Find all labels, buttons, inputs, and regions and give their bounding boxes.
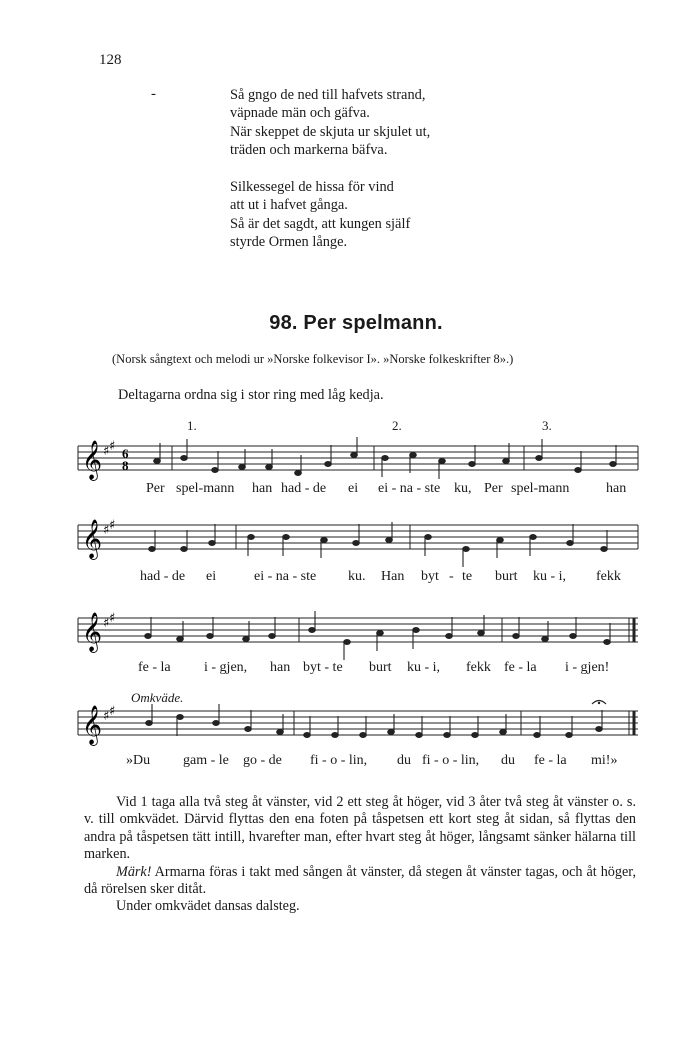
lyric-syllable: ei - na - ste (378, 481, 441, 496)
volta-3: 3. (542, 418, 552, 433)
lyric-syllable: ku - i, (407, 660, 441, 675)
lyric-syllable: han (606, 481, 627, 496)
poem-line: träden och markerna bäfva. (230, 141, 388, 158)
sharp-icon: ♯ (103, 444, 110, 459)
lyric-syllable: Han (381, 569, 405, 584)
lyric-syllable: - (449, 569, 454, 584)
music-system-3 (76, 605, 642, 685)
staff (76, 512, 642, 572)
sharp-icon: ♯ (103, 709, 110, 724)
lyric-syllable: fi - o - lin, (310, 753, 368, 768)
lyric-syllable: han (270, 660, 291, 675)
lyric-syllable: had - de (140, 569, 186, 584)
song-number: 98. (269, 312, 298, 334)
sharp-icon: ♯ (109, 518, 116, 533)
lyric-syllable: spel-mann (511, 481, 570, 496)
treble-clef-icon: 𝄞 (82, 705, 103, 745)
poem-line: styrde Ormen långe. (230, 233, 348, 250)
sharp-icon: ♯ (103, 523, 110, 538)
time-signature: 8 (122, 458, 129, 473)
poem-line: Silkessegel de hissa för vind (230, 179, 394, 195)
lyric-syllable: fekk (466, 660, 491, 675)
lyric-syllable: burt (495, 569, 518, 584)
lyric-syllable: ku, (454, 481, 472, 496)
lyric-syllable: ei - na - ste (254, 569, 317, 584)
poem-line: När skeppet de skjuta ur skjulet ut, (230, 123, 431, 140)
page-number: 128 (99, 52, 122, 68)
dance-instructions (84, 794, 636, 916)
lyric-syllable: Per (484, 481, 503, 496)
lyric-syllable: han (252, 481, 273, 496)
notes (149, 522, 608, 567)
notes (146, 704, 603, 737)
instruction-note (84, 864, 636, 899)
lyric-syllable: du (501, 753, 515, 768)
treble-clef-icon: 𝄞 (82, 440, 103, 480)
lyric-syllable: fe - la (504, 660, 537, 675)
song-intro: Deltagarna ordna sig i stor ring med låg kedja. (118, 387, 384, 403)
music-system-2 (76, 512, 642, 592)
poem-line: väpnade män och gäfva. (230, 105, 370, 122)
lyric-syllable: ei (348, 481, 359, 496)
lyric-syllable: fe - la (138, 660, 171, 675)
lyric-syllable: had - de (281, 481, 327, 496)
instruction-paragraph: Under omkvädet dansas dalsteg. (116, 898, 300, 915)
margin-dash: - (151, 86, 156, 102)
sharp-icon: ♯ (109, 704, 116, 719)
lyric-syllable: fi - o - lin, (422, 753, 480, 768)
lyric-syllable: ku. (348, 569, 366, 584)
lyric-syllable: fe - la (534, 753, 567, 768)
note-label: Märk! (116, 863, 152, 880)
treble-clef-icon: 𝄞 (82, 519, 103, 559)
song-source: (Norsk sångtext och melodi ur »Norske folkevisor I». »Norske folkeskrifter 8».) (112, 352, 514, 366)
lyric-syllable: gam - le (183, 753, 229, 768)
lyric-syllable: mi!» (591, 753, 618, 768)
poem-line: att ut i hafvet gånga. (230, 197, 348, 214)
treble-clef-icon: 𝄞 (82, 612, 103, 652)
lyric-syllable: ei (206, 569, 217, 584)
lyric-syllable: te (462, 569, 473, 584)
poem-line: Så är det sagdt, att kungen själf (230, 215, 411, 232)
lyric-syllable: du (397, 753, 411, 768)
music-system-4 (76, 690, 642, 775)
volta-2: 2. (392, 418, 402, 433)
lyric-syllable: i - gjen, (204, 660, 248, 675)
lyric-syllable: go - de (243, 753, 282, 768)
staff (76, 605, 642, 665)
song-title (0, 312, 680, 335)
lyric-syllable: byt - te (303, 660, 343, 675)
volta-1: 1. (187, 418, 197, 433)
sharp-icon: ♯ (109, 439, 116, 454)
music-system-1 (76, 415, 642, 500)
lyric-syllable: ku - i, (533, 569, 567, 584)
note-text: Armarna föras i takt med sången åt vänster, då stegen åt vänster tagas, och åt höger, då rörelsen sker ditåt. (84, 863, 636, 898)
lyric-syllable: burt (369, 660, 392, 675)
time-signature: 6 (122, 446, 129, 461)
instruction-paragraph: Vid 1 taga alla två steg åt vänster, vid 2 ett steg åt höger, vid 3 åter två steg åt vänster o. s. v. till omkvädet. Därvid flyttas den ena foten på tåspetsen ett kort steg åt sidan, så flyttas den andra på tåspetsen tätt intill, hvarefter man, efter hvart steg åt höger, långsamt sänker hälarna till marken. (84, 794, 636, 863)
lyric-syllable: fekk (596, 569, 621, 584)
lyric-syllable: byt (421, 569, 439, 584)
poem-stanza-1 (230, 86, 590, 159)
lyric-syllable: i - gjen! (565, 660, 610, 675)
lyric-syllable: »Du (126, 753, 151, 768)
sharp-icon: ♯ (109, 611, 116, 626)
refrain-label: Omkväde. (131, 690, 184, 705)
staff (76, 698, 642, 760)
sharp-icon: ♯ (103, 616, 110, 631)
poem-stanza-2 (230, 178, 590, 251)
song-name: Per spelmann. (303, 312, 443, 334)
lyric-syllable: spel-mann (176, 481, 235, 496)
lyric-syllable: Per (146, 481, 165, 496)
poem-line: Så gngo de ned till hafvets strand, (230, 87, 426, 103)
